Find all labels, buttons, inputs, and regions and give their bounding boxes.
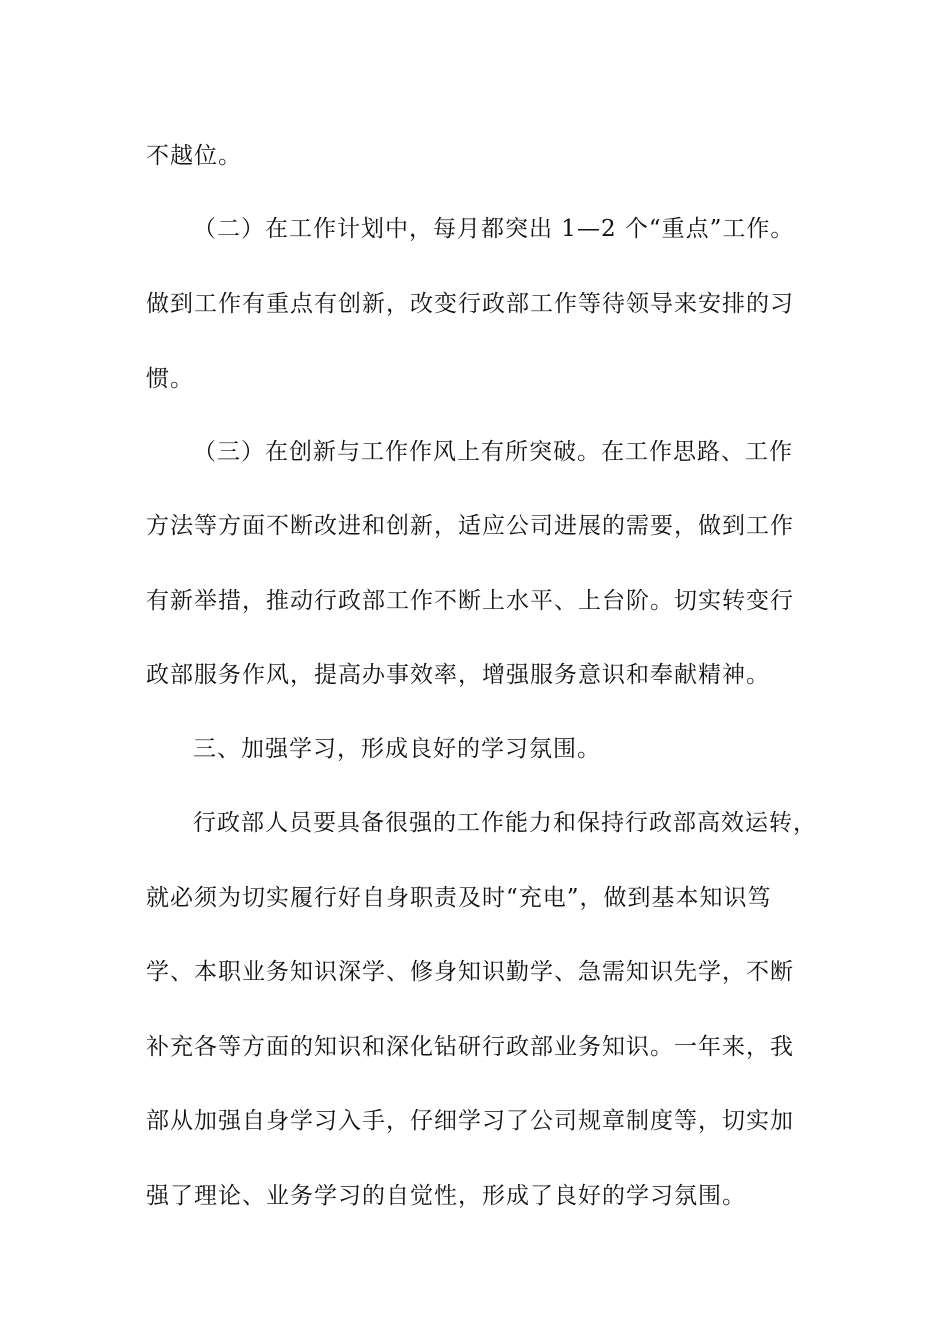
text-line: 惯。	[146, 366, 194, 392]
text-line: 补充各等方面的知识和深化钻研行政部业务知识。一年来，我	[146, 1034, 794, 1060]
section-heading: （三）在创新与工作作风上有所突破。在工作思路、工作	[193, 439, 793, 465]
text-line: 不越位。	[146, 143, 242, 169]
text-line: 强了理论、业务学习的自觉性，形成了良好的学习氛围。	[146, 1183, 746, 1209]
section-heading: （二）在工作计划中，每月都突出 1—2 个“重点”工作。	[193, 216, 795, 242]
text-line: 部从加强自身学习入手，仔细学习了公司规章制度等，切实加	[146, 1108, 794, 1134]
text-line: 有新举措，推动行政部工作不断上水平、上台阶。切实转变行	[146, 588, 794, 614]
text-line: 方法等方面不断改进和创新，适应公司进展的需要，做到工作	[146, 513, 794, 539]
text-line: 政部服务作风，提高办事效率，增强服务意识和奉献精神。	[146, 662, 770, 688]
text-line: 学、本职业务知识深学、修身知识勤学、急需知识先学，不断	[146, 959, 794, 985]
section-heading: 三、加强学习，形成良好的学习氛围。	[193, 736, 601, 762]
text-line: 就必须为切实履行好自身职责及时“充电”，做到基本知识笃	[146, 885, 772, 911]
text-line: 行政部人员要具备很强的工作能力和保持行政部高效运转，	[193, 810, 817, 836]
text-line: 做到工作有重点有创新，改变行政部工作等待领导来安排的习	[146, 291, 794, 317]
